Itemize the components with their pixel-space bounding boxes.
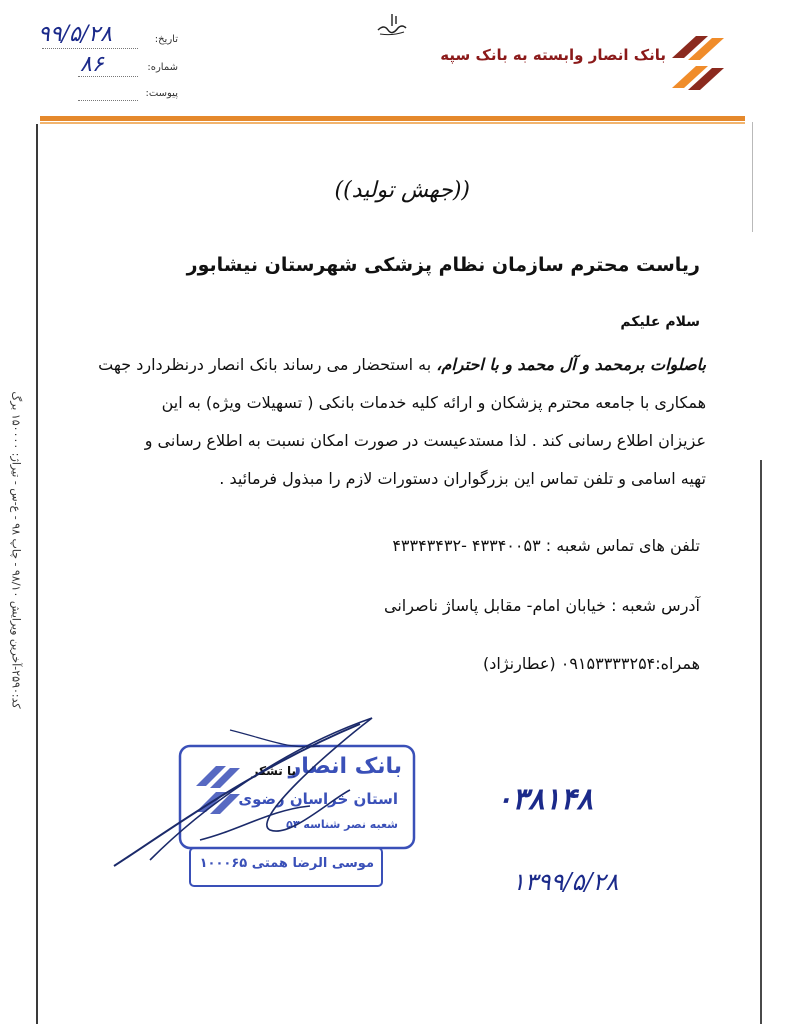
stamp-overlay: با تشکر (251, 764, 296, 778)
branch-phones: تلفن های تماس شعبه : ۴۳۳۴۰۰۵۳ -۴۳۳۴۳۴۳۲ (392, 536, 700, 555)
body-line-2: همکاری با جامعه محترم پزشکان و ارائه کلیه خدمات بانکی ( تسهیلات ویژه) به این (161, 393, 706, 412)
letter-meta (38, 22, 178, 106)
recipient-title: ریاست محترم سازمان نظام پزشکی شهرستان نیشابور (186, 254, 700, 276)
number-value: ۸۶ (80, 52, 104, 77)
branch-address: آدرس شعبه : خیابان امام- مقابل پاساژ ناصرانی (383, 596, 700, 615)
date-label: تاریخ: (154, 34, 178, 45)
letter-body (96, 346, 706, 498)
body-line-4: تهیه اسامی و تلفن تماس این بزرگواران دستورات لازم را مبذول فرمائید . (219, 469, 706, 488)
page-right-border (760, 460, 762, 1024)
attachment-label: پیوست: (145, 88, 178, 99)
form-code: کد:۲۵۹۰-آخرین ویرایش ۹۸/۱۰ - چاپ ۹۸ - ع-س - تیراژ: ۱۵۰۰۰۰ برگ (9, 391, 23, 709)
slogan: ((جهش تولید)) (334, 178, 470, 203)
handwritten-reference: ۰۳۸۱۴۸ (496, 782, 593, 817)
mobile-contact: همراه:۰۹۱۵۳۳۳۳۲۵۴ (عطارنژاد) (483, 654, 700, 673)
stamp-branch: شعبه نصر شناسه ۵۳ (286, 818, 398, 831)
stamp-province: استان خراسان رضوی (238, 790, 398, 808)
body-line-3: عزیزان اطلاع رسانی کند . لذا مستدعیست در صورت امکان نسبت به اطلاع رسانی و (144, 431, 706, 450)
stamp-signatory: موسی الرضا همتی ۱۰۰۰۶۵ (199, 856, 374, 871)
page-right-border-top (752, 122, 753, 232)
salutation: سلام علیکم (620, 314, 700, 330)
handwritten-date: ۱۳۹۹/۵/۲۸ (512, 868, 619, 896)
bank-ansar-logo (662, 30, 734, 96)
signature (110, 710, 400, 870)
bismillah-calligraphy (372, 10, 412, 38)
date-value: ۹۹/۵/۲۸ (38, 22, 112, 47)
body-line-1: باصلوات برمحمد و آل محمد و با احترام، به استحضار می رساند بانک انصار درنظردارد جهت (98, 355, 706, 374)
salawat-phrase: باصلوات برمحمد و آل محمد و با احترام، (436, 355, 706, 374)
page-left-border (36, 124, 38, 1024)
date-line (42, 48, 138, 49)
number-label: شماره: (147, 62, 178, 73)
header-divider (40, 116, 745, 121)
bank-name: بانک انصار وابسته به بانک سپه (440, 46, 666, 64)
stamp-bank-name: بانک انصار (288, 754, 402, 779)
attachment-line (78, 100, 138, 101)
